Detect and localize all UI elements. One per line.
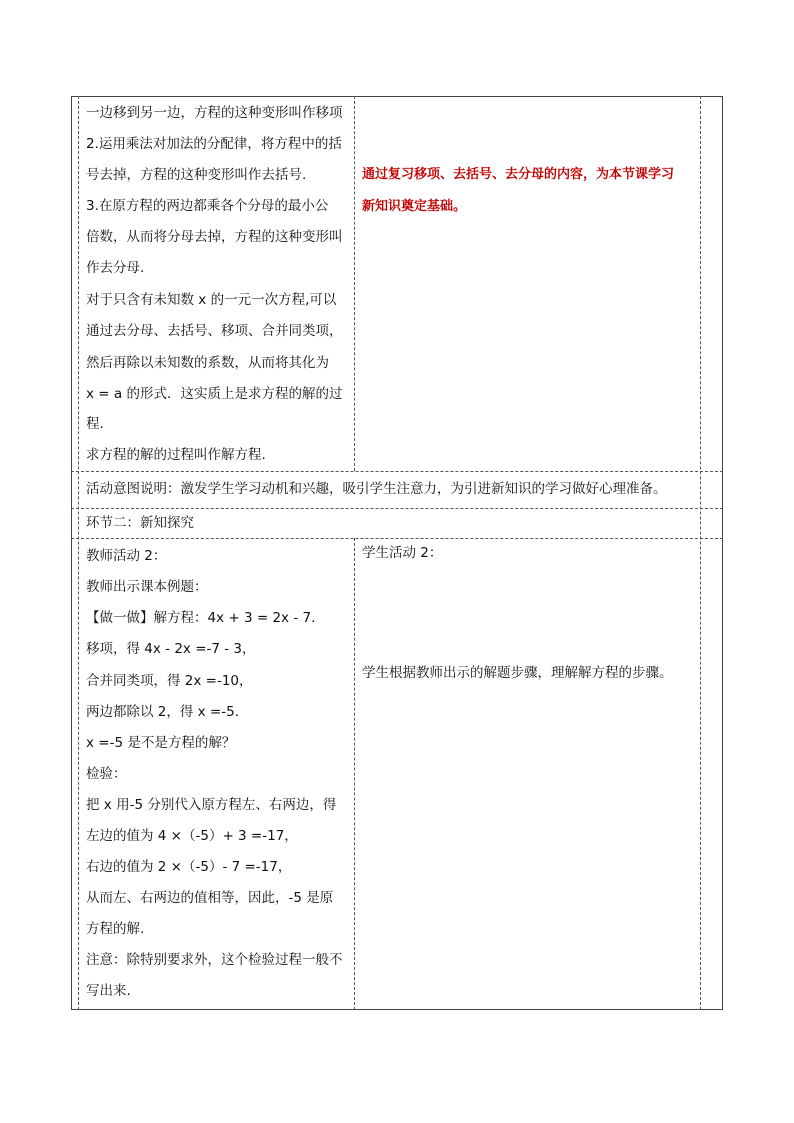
table-right-border bbox=[722, 96, 723, 1010]
text-line: 新知识奠定基础。 bbox=[362, 199, 467, 214]
text-line: 两边都除以 2，得 x =-5. bbox=[86, 704, 240, 720]
text-line: 检验： bbox=[86, 766, 127, 782]
text-line: 一边移到另一边，方程的这种变形叫作移项 bbox=[86, 105, 343, 121]
table-left-border bbox=[71, 96, 72, 1010]
text-line: 2.运用乘法对加法的分配律，将方程中的括 bbox=[86, 136, 342, 152]
stage-title: 环节二：新知探究 bbox=[86, 515, 194, 531]
text-line: 注意：除特别要求外，这个检验过程一般不 bbox=[86, 952, 343, 968]
text-line: 3.在原方程的两边都乘各个分母的最小公 bbox=[86, 198, 329, 214]
column-divider-top bbox=[354, 96, 355, 471]
text-line: 方程的解. bbox=[86, 921, 145, 937]
text-line: 教师出示课本例题： bbox=[86, 579, 208, 595]
row-divider-2 bbox=[71, 508, 723, 509]
text-line: 教师活动 2： bbox=[86, 548, 167, 564]
text-line: 写出来. bbox=[86, 983, 131, 999]
text-line: 程. bbox=[86, 416, 104, 432]
table-top-border bbox=[71, 96, 723, 97]
text-line: 通过复习移项、去括号、去分母的内容，为本节课学习 bbox=[362, 167, 675, 182]
text-line: 作去分母. bbox=[86, 260, 145, 276]
row-divider-1 bbox=[71, 471, 723, 472]
text-line: 右边的值为 2 ×（-5）- 7 =-17， bbox=[86, 859, 292, 875]
text-line: 左边的值为 4 ×（-5）+ 3 =-17， bbox=[86, 828, 298, 844]
text-line: x = a 的形式．这实质上是求方程的解的过 bbox=[86, 386, 343, 402]
inner-right-divider bbox=[700, 96, 701, 1010]
row-divider-3 bbox=[71, 538, 723, 539]
column-divider-bottom bbox=[354, 538, 355, 1010]
student-activity-text: 学生根据教师出示的解题步骤，理解解方程的步骤。 bbox=[362, 665, 673, 681]
text-line: 然后再除以未知数的系数，从而将其化为 bbox=[86, 355, 329, 371]
activity-intent: 活动意图说明：激发学生学习动机和兴趣，吸引学生注意力，为引进新知识的学习做好心理准备。 bbox=[86, 481, 667, 497]
text-line: 号去掉，方程的这种变形叫作去括号. bbox=[86, 167, 307, 183]
text-line: 从而左、右两边的值相等，因此，-5 是原 bbox=[86, 890, 334, 906]
inner-left-divider bbox=[78, 96, 79, 1010]
text-line: 【做一做】解方程：4x + 3 = 2x - 7. bbox=[86, 610, 316, 626]
text-line: 把 x 用-5 分别代入原方程左、右两边，得 bbox=[86, 797, 337, 813]
text-line: 移项，得 4x - 2x =-7 - 3， bbox=[86, 641, 256, 657]
text-line: x =-5 是不是方程的解？ bbox=[86, 735, 236, 751]
student-activity-title: 学生活动 2： bbox=[362, 545, 443, 561]
text-line: 倍数，从而将分母去掉，方程的这种变形叫 bbox=[86, 229, 343, 245]
text-line: 求方程的解的过程叫作解方程. bbox=[86, 447, 266, 463]
text-line: 对于只含有未知数 x 的一元一次方程,可以 bbox=[86, 292, 337, 308]
table-bottom-border bbox=[71, 1009, 723, 1010]
text-line: 合并同类项，得 2x =-10， bbox=[86, 673, 253, 689]
text-line: 通过去分母、去括号、移项、合并同类项， bbox=[86, 323, 343, 339]
